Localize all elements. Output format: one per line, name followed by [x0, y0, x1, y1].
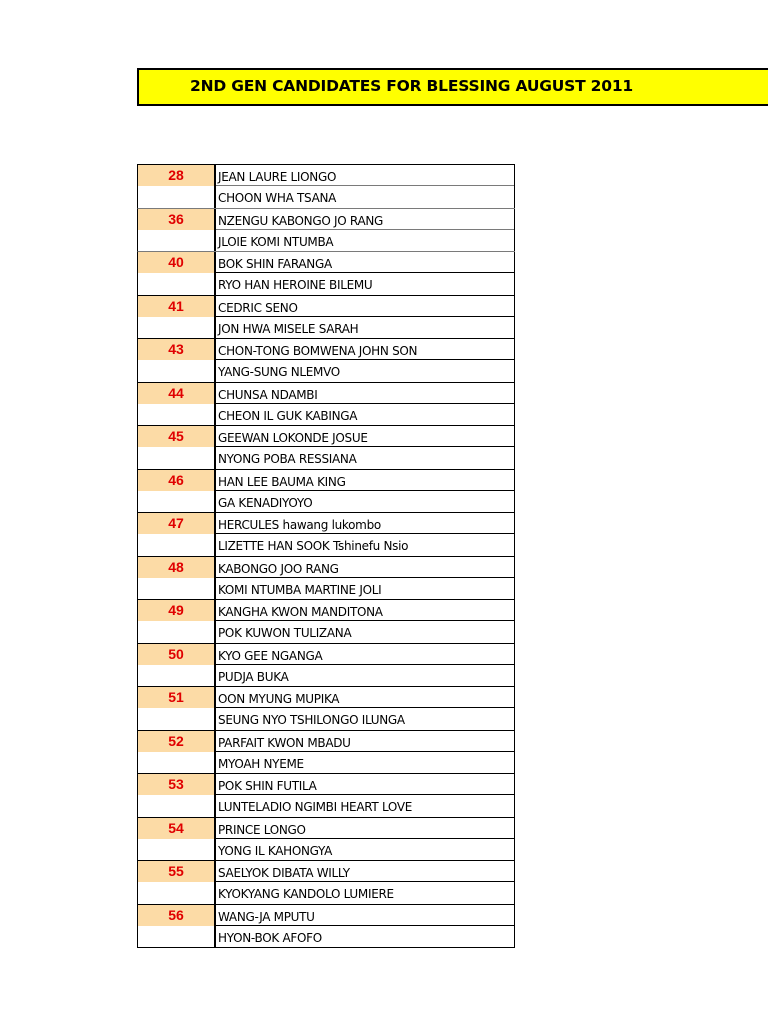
candidate-pair-row: [137, 339, 515, 383]
candidate-name-cell: JEAN LAURE LIONGO: [216, 165, 514, 186]
pair-number-cell: 46: [138, 470, 214, 491]
candidate-name-cell: CHON-TONG BOMWENA JOHN SON: [216, 339, 514, 360]
candidate-name-cell: SAELYOK DIBATA WILLY: [216, 861, 514, 882]
empty-cell: [138, 665, 214, 687]
pair-number-cell: 54: [138, 818, 214, 839]
names-column: [216, 557, 515, 600]
pair-number-cell: 53: [138, 774, 214, 795]
empty-cell: [138, 447, 214, 469]
candidate-pair-row: [137, 383, 515, 427]
pair-number-column: [138, 774, 216, 817]
candidate-name-cell: CHOON WHA TSANA: [218, 191, 337, 205]
empty-cell: [138, 491, 214, 513]
empty-cell: [138, 926, 214, 948]
names-column: [216, 426, 515, 469]
candidate-pair-row: [137, 164, 515, 209]
empty-cell: [138, 404, 214, 426]
candidate-pair-row: [137, 513, 515, 557]
candidate-name-cell: YONG IL KAHONGYA: [218, 843, 333, 858]
candidate-name-cell: GA KENADIYOYO: [218, 495, 313, 510]
candidate-pair-row: [137, 252, 515, 296]
empty-cell: [138, 317, 214, 339]
candidate-name-cell: PARFAIT KWON MBADU: [216, 731, 514, 752]
candidate-name-cell: RYO HAN HEROINE BILEMU: [218, 278, 373, 292]
candidate-name-cell: JLOIE KOMI NTUMBA: [218, 234, 334, 249]
candidate-name-cell: HAN LEE BAUMA KING: [216, 470, 514, 491]
candidate-pair-row: [137, 600, 515, 644]
pair-number-column: [138, 252, 216, 295]
pair-number-column: [138, 687, 216, 730]
names-column: [216, 339, 515, 382]
names-column: [216, 731, 515, 774]
names-column: [216, 818, 515, 861]
candidate-pair-row: [137, 557, 515, 601]
pair-number-column: [138, 165, 216, 208]
empty-cell: [138, 360, 214, 382]
empty-cell: [138, 578, 214, 600]
empty-cell: [138, 708, 214, 730]
candidate-name-cell: KANGHA KWON MANDITONA: [216, 600, 514, 621]
pair-number-column: [138, 426, 216, 469]
pair-number-cell: 52: [138, 731, 214, 752]
candidate-pair-row: [137, 861, 515, 905]
candidate-name-cell: NYONG POBA RESSIANA: [218, 452, 357, 466]
candidate-name-cell: KOMI NTUMBA MARTINE JOLI: [218, 582, 382, 597]
names-column: [216, 687, 515, 730]
pair-number-column: [138, 209, 216, 252]
pair-number-column: [138, 905, 216, 948]
names-column: [216, 644, 515, 687]
names-column: [216, 209, 515, 252]
candidate-name-cell: NZENGU KABONGO JO RANG: [216, 209, 514, 230]
candidate-pair-row: [137, 296, 515, 340]
candidate-name-cell: POK KUWON TULIZANA: [218, 626, 352, 640]
candidate-name-cell: HYON-BOK AFOFO: [218, 930, 322, 945]
empty-cell: [138, 230, 214, 252]
empty-cell: [138, 273, 214, 295]
pair-number-cell: 28: [138, 165, 214, 186]
names-column: [216, 905, 515, 948]
pair-number-cell: 43: [138, 339, 214, 360]
names-column: [216, 861, 515, 904]
empty-cell: [138, 621, 214, 643]
candidate-pair-row: [137, 209, 515, 253]
candidate-name-cell: JON HWA MISELE SARAH: [218, 321, 359, 336]
pair-number-cell: 40: [138, 252, 214, 273]
candidate-name-cell: POK SHIN FUTILA: [216, 774, 514, 795]
names-column: [216, 383, 515, 426]
names-column: [216, 513, 515, 556]
empty-cell: [138, 186, 214, 208]
pair-number-column: [138, 470, 216, 513]
candidate-pair-row: [137, 774, 515, 818]
names-column: [216, 470, 515, 513]
candidate-name-cell: CHUNSA NDAMBI: [216, 383, 514, 404]
pair-number-cell: 45: [138, 426, 214, 447]
candidate-name-cell: WANG-JA MPUTU: [216, 905, 514, 926]
pair-number-cell: 51: [138, 687, 214, 708]
pair-number-cell: 50: [138, 644, 214, 665]
candidate-name-cell: SEUNG NYO TSHILONGO ILUNGA: [218, 713, 405, 727]
names-column: [216, 296, 515, 339]
pair-number-cell: 44: [138, 383, 214, 404]
pair-number-column: [138, 731, 216, 774]
title-banner: [137, 68, 768, 106]
empty-cell: [138, 534, 214, 556]
pair-number-column: [138, 557, 216, 600]
candidate-pair-row: [137, 644, 515, 688]
candidate-pair-row: [137, 426, 515, 470]
empty-cell: [138, 882, 214, 904]
title-clip: [139, 70, 634, 104]
candidate-name-cell: OON MYUNG MUPIKA: [216, 687, 514, 708]
pair-number-column: [138, 513, 216, 556]
candidate-pair-row: [137, 731, 515, 775]
pair-number-column: [138, 600, 216, 643]
pair-number-cell: 56: [138, 905, 214, 926]
sheet-title: 2ND GEN CANDIDATES FOR BLESSING AUGUST 2011: [190, 77, 634, 95]
candidate-name-cell: CEDRIC SENO: [216, 296, 514, 317]
pair-number-column: [138, 861, 216, 904]
empty-cell: [138, 795, 214, 817]
candidate-name-cell: MYOAH NYEME: [218, 756, 304, 771]
pair-number-cell: 48: [138, 557, 214, 578]
candidate-name-cell: PUDJA BUKA: [218, 669, 289, 684]
candidate-name-cell: HERCULES hawang lukombo: [216, 513, 514, 534]
candidate-pair-row: [137, 687, 515, 731]
candidate-name-cell: CHEON IL GUK KABINGA: [218, 408, 358, 423]
candidate-name-cell: BOK SHIN FARANGA: [216, 252, 514, 273]
candidate-name-cell: GEEWAN LOKONDE JOSUE: [216, 426, 514, 447]
pair-number-cell: 55: [138, 861, 214, 882]
pair-number-column: [138, 644, 216, 687]
names-column: [216, 165, 515, 208]
candidate-name-cell: KYO GEE NGANGA: [216, 644, 514, 665]
pair-number-cell: 41: [138, 296, 214, 317]
names-column: [216, 252, 515, 295]
candidates-table: [137, 164, 515, 948]
candidate-name-cell: KYOKYANG KANDOLO LUMIERE: [218, 887, 394, 901]
candidate-name-cell: LUNTELADIO NGIMBI HEART LOVE: [218, 800, 413, 814]
candidate-name-cell: PRINCE LONGO: [216, 818, 514, 839]
empty-cell: [138, 839, 214, 861]
pair-number-cell: 49: [138, 600, 214, 621]
pair-number-column: [138, 383, 216, 426]
names-column: [216, 600, 515, 643]
pair-number-column: [138, 296, 216, 339]
candidate-pair-row: [137, 818, 515, 862]
candidate-pair-row: [137, 470, 515, 514]
pair-number-cell: 47: [138, 513, 214, 534]
names-column: [216, 774, 515, 817]
pair-number-column: [138, 818, 216, 861]
candidate-name-cell: KABONGO JOO RANG: [216, 557, 514, 578]
candidate-pair-row: [137, 905, 515, 949]
candidate-name-cell: LIZETTE HAN SOOK Tshinefu Nsio: [218, 539, 409, 553]
empty-cell: [138, 752, 214, 774]
candidate-name-cell: YANG-SUNG NLEMVO: [218, 365, 340, 379]
pair-number-column: [138, 339, 216, 382]
pair-number-cell: 36: [138, 209, 214, 230]
